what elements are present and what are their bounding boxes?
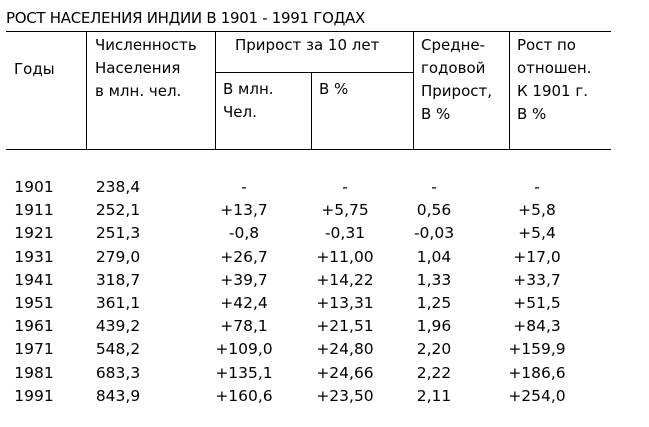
- cell-annual-growth: -: [431, 178, 437, 196]
- cell-relative-growth: +254,0: [508, 386, 566, 405]
- cell-relative-growth: +186,6: [508, 363, 566, 382]
- cell-population: 252,1: [95, 201, 141, 220]
- cell-population: 683,3: [95, 363, 141, 382]
- growth-subheader-rule: [216, 72, 413, 73]
- cell-year: 1991: [14, 386, 54, 405]
- cell-growth-mln: +135,1: [215, 363, 273, 382]
- header-year: Годы: [14, 60, 55, 78]
- header-annual-growth: Средне- годовой Прирост, В %: [421, 36, 493, 123]
- col-divider-3: [311, 72, 312, 150]
- cell-year: 1921: [14, 224, 54, 243]
- cell-growth-mln: +160,6: [215, 386, 273, 405]
- col-divider-2: [215, 31, 216, 150]
- cell-growth-pct: -: [342, 178, 348, 196]
- cell-growth-pct: +24,80: [316, 340, 374, 359]
- cell-growth-pct: +13,31: [316, 294, 374, 312]
- cell-annual-growth: 1,96: [416, 317, 452, 336]
- cell-annual-growth: 1,25: [416, 294, 452, 312]
- cell-relative-growth: +5,8: [518, 201, 556, 220]
- cell-growth-mln: +13,7: [220, 201, 268, 220]
- cell-annual-growth: 1,33: [416, 270, 452, 289]
- cell-population: 439,2: [95, 317, 141, 336]
- cell-annual-growth: 0,56: [416, 201, 452, 220]
- cell-relative-growth: +159,9: [508, 340, 566, 359]
- cell-growth-mln: -: [241, 178, 247, 196]
- header-relative-growth: Рост по отношен. К 1901 г. В %: [517, 36, 592, 123]
- cell-growth-mln: -0,8: [228, 224, 260, 243]
- col-divider-1: [86, 31, 87, 150]
- cell-population: 361,1: [95, 294, 141, 312]
- cell-growth-pct: +24,66: [316, 363, 374, 382]
- cell-annual-growth: 1,04: [416, 247, 452, 266]
- header-growth-mln: В млн. Чел.: [223, 80, 274, 121]
- header-growth-pct: В %: [319, 80, 349, 98]
- cell-growth-mln: +78,1: [220, 317, 268, 336]
- cell-year: 1951: [14, 294, 54, 312]
- cell-growth-mln: +42,4: [220, 294, 268, 312]
- cell-population: 843,9: [95, 386, 141, 405]
- cell-year: 1971: [14, 340, 54, 359]
- cell-year: 1961: [14, 317, 54, 336]
- cell-relative-growth: +51,5: [513, 294, 561, 312]
- cell-annual-growth: 2,11: [416, 386, 452, 405]
- cell-growth-pct: +23,50: [316, 386, 374, 405]
- cell-growth-pct: +21,51: [316, 317, 374, 336]
- cell-growth-pct: +11,00: [316, 247, 374, 266]
- cell-growth-mln: +39,7: [220, 270, 268, 289]
- header-bottom-rule: [6, 149, 611, 150]
- table-title: РОСТ НАСЕЛЕНИЯ ИНДИИ В 1901 - 1991 ГОДАХ: [6, 9, 365, 27]
- cell-relative-growth: -: [534, 178, 540, 196]
- cell-population: 279,0: [95, 247, 141, 266]
- cell-growth-pct: +5,75: [321, 201, 369, 220]
- cell-annual-growth: 2,22: [416, 363, 452, 382]
- cell-growth-mln: +109,0: [215, 340, 273, 359]
- cell-relative-growth: +84,3: [513, 317, 561, 336]
- cell-year: 1931: [14, 247, 54, 266]
- cell-growth-pct: -0,31: [324, 224, 366, 243]
- cell-annual-growth: -0,03: [413, 224, 455, 243]
- header-growth-group: Прирост за 10 лет: [235, 36, 380, 54]
- cell-growth-mln: +26,7: [220, 247, 268, 266]
- cell-population: 251,3: [95, 224, 141, 243]
- cell-relative-growth: +17,0: [513, 247, 561, 266]
- cell-year: 1981: [14, 363, 54, 382]
- cell-relative-growth: +33,7: [513, 270, 561, 289]
- cell-population: 548,2: [95, 340, 141, 359]
- cell-year: 1911: [14, 201, 54, 220]
- col-divider-4: [413, 31, 414, 150]
- header-population: Численность Населения в млн. чел.: [95, 36, 197, 100]
- header-top-rule: [6, 31, 611, 32]
- col-divider-5: [509, 31, 510, 150]
- cell-growth-pct: +14,22: [316, 270, 374, 289]
- cell-annual-growth: 2,20: [416, 340, 452, 359]
- cell-year: 1941: [14, 270, 54, 289]
- cell-year: 1901: [14, 178, 54, 196]
- cell-population: 238,4: [95, 178, 141, 196]
- cell-population: 318,7: [95, 270, 141, 289]
- cell-relative-growth: +5,4: [518, 224, 556, 243]
